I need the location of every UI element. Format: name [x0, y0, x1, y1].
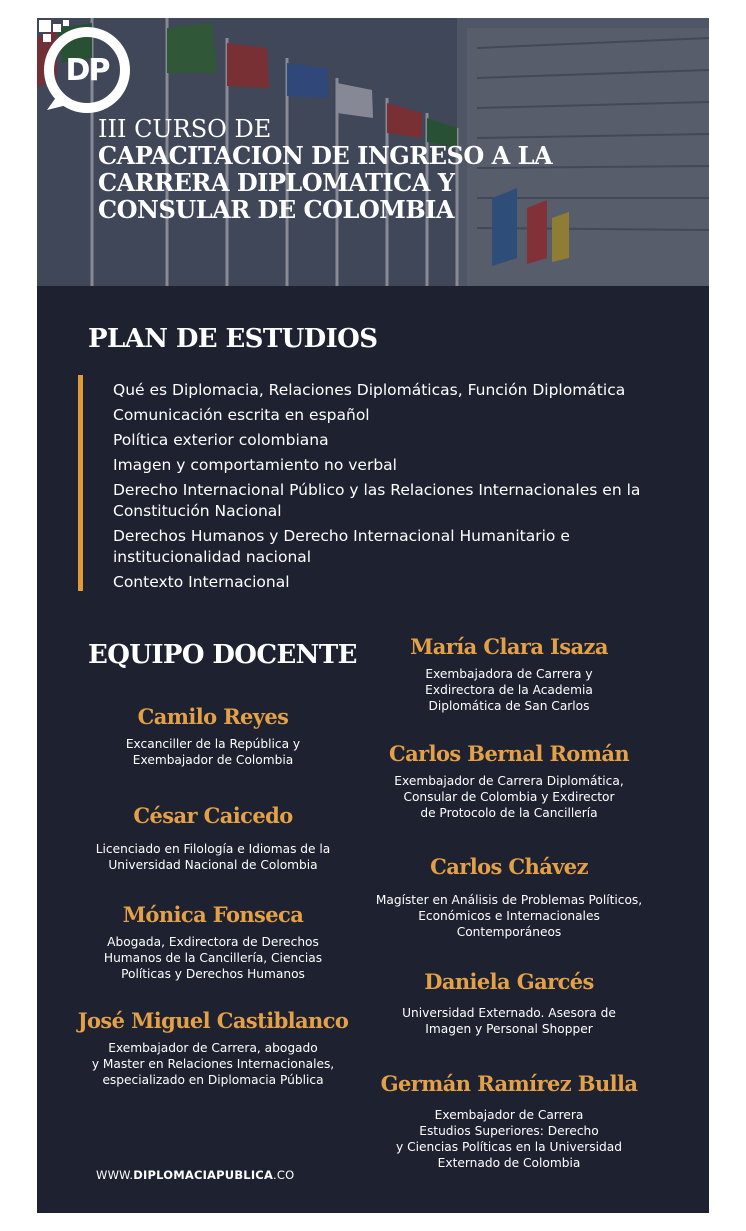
teacher-description: Universidad Externado. Asesora de Imagen y Personal Shopper: [402, 1006, 616, 1036]
plan-item: Contexto Internacional: [113, 573, 290, 591]
teacher-card: [77, 902, 349, 982]
plan-accent-bar: [78, 375, 83, 591]
teacher-name: Carlos Bernal Román: [389, 741, 629, 766]
teacher-name: César Caicedo: [133, 803, 293, 828]
teacher-name: Germán Ramírez Bulla: [380, 1071, 638, 1096]
teacher-description: Exembajador de Carrera, abogado y Master en Relaciones Internacionales, especializado en Diplomacia Pública: [91, 1041, 335, 1087]
course-title-prefix: III CURSO DE: [98, 115, 272, 143]
course-title-line-3: CONSULAR DE COLOMBIA: [98, 195, 454, 224]
teacher-name: Carlos Chávez: [430, 854, 588, 879]
plan-item: Política exterior colombiana: [113, 431, 329, 449]
flyer: [37, 18, 709, 1213]
teacher-name: Daniela Garcés: [424, 969, 594, 994]
teacher-card: [77, 704, 349, 768]
teacher-description: Exembajador de Carrera Estudios Superiores: Derecho y Ciencias Políticas en la Universidad Externado de Colombia: [396, 1108, 622, 1170]
course-title-line-1: CAPACITACION DE INGRESO A LA: [98, 141, 553, 170]
course-title: [98, 116, 552, 223]
teacher-description: Licenciado en Filología e Idiomas de la Universidad Nacional de Colombia: [95, 842, 331, 872]
plan-item: Imagen y comportamiento no verbal: [113, 456, 397, 474]
teacher-description: Excanciller de la República y Exembajador de Colombia: [125, 737, 301, 767]
plan-list: [113, 380, 693, 597]
teacher-card: [359, 1071, 659, 1171]
dp-logo: [37, 18, 133, 114]
website-domain: DIPLOMACIAPUBLICA: [133, 1168, 274, 1182]
teacher-description: Abogada, Exdirectora de Derechos Humanos de la Cancillería, Ciencias Políticas y Derechos Humanos: [103, 935, 323, 981]
teacher-name: María Clara Isaza: [410, 634, 608, 659]
website-link[interactable]: [96, 1168, 294, 1182]
plan-item: Derecho Internacional Público y las Relaciones Internacionales en la Constitución Nacional: [113, 481, 641, 520]
teacher-name: Camilo Reyes: [137, 704, 289, 729]
teacher-card: [359, 854, 659, 940]
hero-banner: [37, 18, 709, 286]
plan-item: Comunicación escrita en español: [113, 406, 370, 424]
teacher-name: José Miguel Castiblanco: [77, 1008, 349, 1033]
teacher-description: Magíster en Análisis de Problemas Políticos, Económicos e Internacionales Contemporáneos: [375, 893, 643, 939]
website-prefix: WWW.: [96, 1168, 134, 1182]
plan-item: Qué es Diplomacia, Relaciones Diplomáticas, Función Diplomática: [113, 381, 626, 399]
teacher-card: [77, 803, 349, 873]
plan-title: PLAN DE ESTUDIOS: [88, 324, 378, 354]
teacher-name: Mónica Fonseca: [122, 902, 304, 927]
dp-logo-text: DP: [65, 53, 109, 88]
teacher-card: [359, 969, 659, 1037]
course-title-line-2: CARRERA DIPLOMATICA Y: [98, 168, 455, 197]
teacher-card: [67, 1008, 359, 1088]
website-suffix: .CO: [273, 1168, 295, 1182]
teacher-description: Exembajador de Carrera Diplomática, Consular de Colombia y Exdirector de Protocolo de la Cancillería: [394, 774, 624, 820]
teacher-card: [359, 634, 659, 714]
team-title: EQUIPO DOCENTE: [88, 640, 357, 670]
teacher-description: Exembajadora de Carrera y Exdirectora de la Academia Diplomática de San Carlos: [425, 667, 593, 713]
plan-item: Derechos Humanos y Derecho Internacional Humanitario e institucionalidad nacional: [113, 527, 570, 566]
teacher-card: [359, 741, 659, 821]
